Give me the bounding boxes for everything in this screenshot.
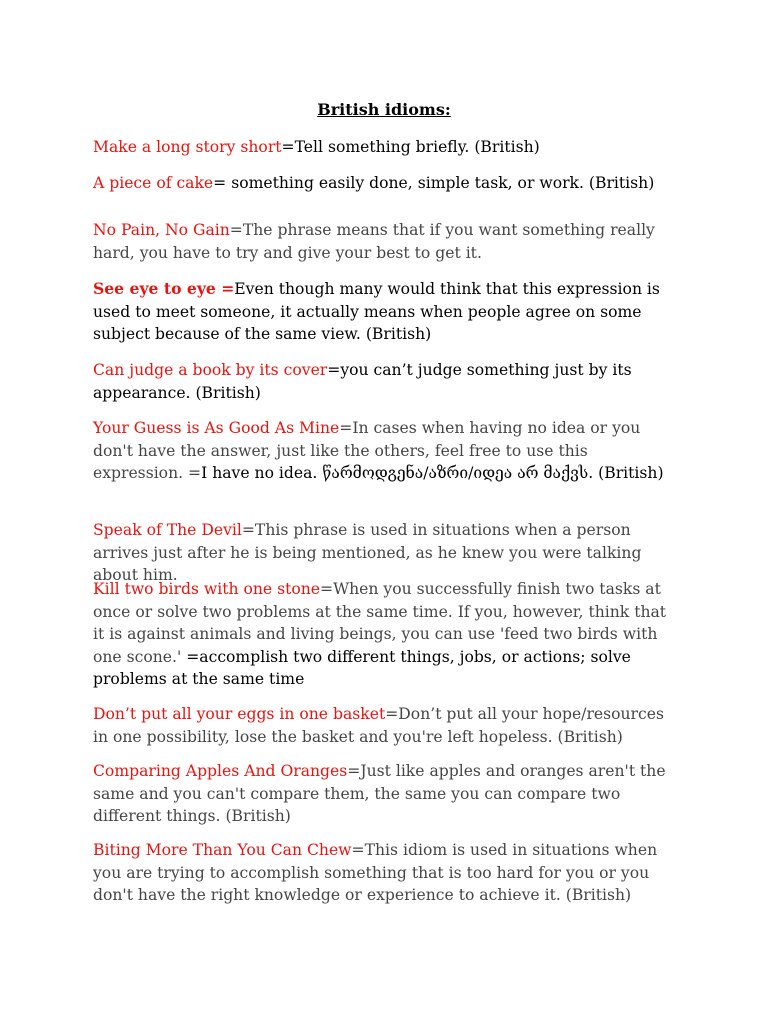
idiom-term: Speak of The Devil xyxy=(93,521,242,539)
idiom-entry xyxy=(93,172,677,195)
idiom-term: Kill two birds with one stone xyxy=(93,580,321,598)
idiom-definition: Even though many would think that this expression is used to meet someone, it actually means when people agree on some subject because of the same view. (British) xyxy=(93,280,660,343)
idiom-term: Biting More Than You Can Chew xyxy=(93,841,352,859)
idiom-term: A piece of cake xyxy=(93,174,214,192)
idiom-term: See eye to eye = xyxy=(93,279,235,298)
idiom-term: Can judge a book by its cover xyxy=(93,361,328,379)
idiom-definition: =This idiom is used in situations when you are trying to accomplish something that is too hard for you or you don't have the right knowledge or experience to achieve it. (British) xyxy=(93,841,658,904)
idiom-definition: = something easily done, simple task, or work. (British) xyxy=(213,174,655,192)
idiom-definition: =Don’t put all your hope/resources in one possibility, lose the basket and you're left hopeless. (British) xyxy=(93,705,664,746)
page-title: British idioms: xyxy=(317,100,451,119)
idiom-entry xyxy=(93,839,677,907)
idiom-term: Don’t put all your eggs in one basket xyxy=(93,705,386,723)
idiom-entry xyxy=(93,136,677,159)
idiom-definition-extra: =accomplish two different things, jobs, or actions; solve problems at the same time xyxy=(93,647,631,688)
idiom-definition: =Tell something briefly. (British) xyxy=(281,138,540,156)
idiom-definition: =you can’t judge something just by its appearance. (British) xyxy=(93,361,632,402)
idiom-entry xyxy=(93,278,677,346)
idiom-entry xyxy=(93,703,677,748)
idiom-entry xyxy=(93,519,677,587)
idiom-definition: =This phrase is used in situations when a person arrives just after he is being mentioned, as he knew you were talking about him. xyxy=(93,521,642,584)
idiom-entry xyxy=(93,219,677,264)
idiom-term: Make a long story short xyxy=(93,138,282,156)
idiom-term: No Pain, No Gain xyxy=(93,221,230,239)
idiom-term: Comparing Apples And Oranges xyxy=(93,762,348,780)
idiom-entry xyxy=(93,578,677,691)
idiom-definition-extra: I have no idea. წარმოდგენა/აზრი/იდეა არ მაქვს. (British) xyxy=(201,464,664,482)
idiom-definition: =In cases when having no idea or you don't have the answer, just like the others, feel free to use this expression. = xyxy=(93,419,641,482)
idiom-entry xyxy=(93,760,677,828)
idiom-entry xyxy=(93,359,677,404)
idiom-definition: =Just like apples and oranges aren't the same and you can't compare them, the same you can compare two different things. (British) xyxy=(93,762,666,825)
idiom-definition: =When you successfully finish two tasks at once or solve two problems at the same time. If you, however, think that it is against animals and living beings, you can use 'feed two birds with one scone.' xyxy=(93,580,667,666)
idiom-entry xyxy=(93,417,677,485)
idiom-definition: =The phrase means that if you want something really hard, you have to try and give your best to get it. xyxy=(93,221,655,262)
idiom-term: Your Guess is As Good As Mine xyxy=(93,419,340,437)
